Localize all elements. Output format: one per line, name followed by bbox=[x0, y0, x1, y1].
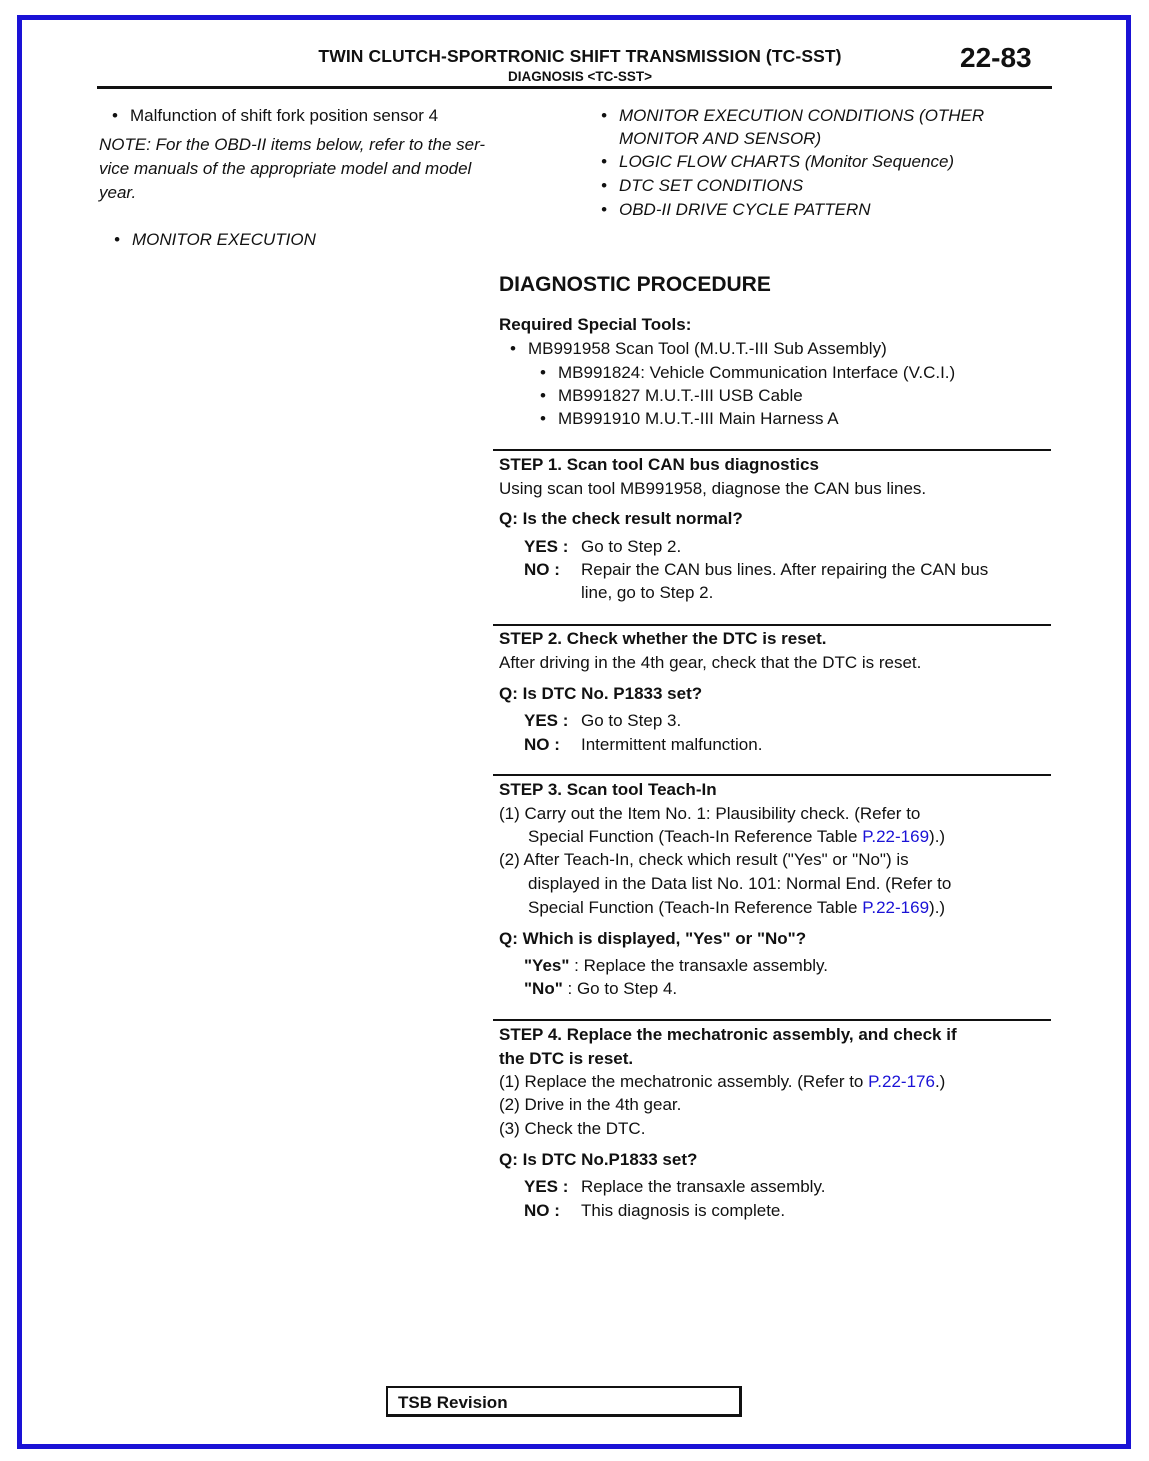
step4-yes-label: YES : bbox=[524, 1177, 569, 1196]
note-line-3: year. bbox=[99, 183, 137, 202]
step4-item2: (2) Drive in the 4th gear. bbox=[499, 1095, 682, 1114]
step1-yes-label: YES : bbox=[524, 537, 569, 556]
step4-item3: (3) Check the DTC. bbox=[499, 1119, 646, 1138]
step2-question: Q: Is DTC No. P1833 set? bbox=[499, 684, 703, 703]
step4-no-label: NO : bbox=[524, 1201, 560, 1220]
step4-no-text: This diagnosis is complete. bbox=[581, 1201, 786, 1220]
step1-body: Using scan tool MB991958, diagnose the CAN bus lines. bbox=[499, 479, 927, 498]
step3-title: STEP 3. Scan tool Teach-In bbox=[499, 780, 717, 799]
step1-question: Q: Is the check result normal? bbox=[499, 509, 743, 528]
tool-item: • MB991958 Scan Tool (M.U.T.-III Sub Assembly) bbox=[528, 337, 887, 360]
bullet-drive-cycle: • OBD-II DRIVE CYCLE PATTERN bbox=[619, 198, 871, 221]
tool-item: • MB991827 M.U.T.-III USB Cable bbox=[558, 384, 803, 407]
step4-item1: (1) Replace the mechatronic assembly. (Refer to P.22-176.) bbox=[499, 1072, 946, 1091]
ref-link-p22-176[interactable]: P.22-176 bbox=[868, 1072, 935, 1091]
bullet-monitor-conditions: • MONITOR EXECUTION CONDITIONS (OTHER bbox=[619, 104, 984, 127]
step2-no-text: Intermittent malfunction. bbox=[581, 735, 763, 754]
page-header-subtitle: DIAGNOSIS <TC-SST> bbox=[507, 69, 653, 84]
step3-item1-line2: Special Function (Teach-In Reference Table P.22-169).) bbox=[528, 827, 946, 846]
step3-item1-line1: (1) Carry out the Item No. 1: Plausibility check. (Refer to bbox=[499, 804, 921, 823]
note-line-1: NOTE: For the OBD-II items below, refer to the ser- bbox=[99, 135, 486, 154]
tsb-revision-box: TSB Revision bbox=[386, 1386, 742, 1417]
step2-title: STEP 2. Check whether the DTC is reset. bbox=[499, 629, 827, 648]
step2-yes-label: YES : bbox=[524, 711, 569, 730]
step3-item2-line3: Special Function (Teach-In Reference Table P.22-169).) bbox=[528, 898, 946, 917]
tools-label: Required Special Tools: bbox=[499, 315, 692, 334]
step1-no-text-2: line, go to Step 2. bbox=[581, 583, 714, 602]
step4-yes-text: Replace the transaxle assembly. bbox=[581, 1177, 826, 1196]
step3-item2-line1: (2) After Teach-In, check which result ("Yes" or "No") is bbox=[499, 850, 909, 869]
procedure-title: DIAGNOSTIC PROCEDURE bbox=[499, 273, 771, 296]
bullet-shift-fork: • Malfunction of shift fork position sensor 4 bbox=[130, 104, 438, 127]
step2-no-label: NO : bbox=[524, 735, 560, 754]
step2-rule bbox=[493, 624, 1051, 626]
ref-link-p22-169[interactable]: P.22-169 bbox=[862, 827, 930, 846]
note-line-2: vice manuals of the appropriate model and model bbox=[99, 159, 472, 178]
step1-rule bbox=[493, 449, 1051, 451]
bullet-monitor-execution: • MONITOR EXECUTION bbox=[132, 228, 316, 251]
tool-item: • MB991824: Vehicle Communication Interface (V.C.I.) bbox=[558, 361, 955, 384]
page-number: 22-83 bbox=[960, 42, 1032, 73]
ref-link-p22-169[interactable]: P.22-169 bbox=[862, 898, 930, 917]
step1-no-text-1: Repair the CAN bus lines. After repairing the CAN bus bbox=[581, 560, 989, 579]
bullet-logic-flow: • LOGIC FLOW CHARTS (Monitor Sequence) bbox=[619, 150, 954, 173]
step1-no-label: NO : bbox=[524, 560, 560, 579]
step3-yes-row: "Yes" : Replace the transaxle assembly. bbox=[524, 956, 829, 975]
step2-body: After driving in the 4th gear, check that the DTC is reset. bbox=[499, 653, 922, 672]
bullet-dtc-set: • DTC SET CONDITIONS bbox=[619, 174, 803, 197]
step2-yes-text: Go to Step 3. bbox=[581, 711, 682, 730]
step4-title-line2: the DTC is reset. bbox=[499, 1049, 634, 1068]
step3-question: Q: Which is displayed, "Yes" or "No"? bbox=[499, 929, 807, 948]
page-header-title: TWIN CLUTCH-SPORTRONIC SHIFT TRANSMISSION (TC-SST) bbox=[318, 46, 842, 66]
step1-title: STEP 1. Scan tool CAN bus diagnostics bbox=[499, 455, 819, 474]
header-rule bbox=[97, 86, 1052, 89]
tool-item: • MB991910 M.U.T.-III Main Harness A bbox=[558, 407, 839, 430]
step4-question: Q: Is DTC No.P1833 set? bbox=[499, 1150, 698, 1169]
step4-rule bbox=[493, 1019, 1051, 1021]
step4-title-line1: STEP 4. Replace the mechatronic assembly, and check if bbox=[499, 1025, 957, 1044]
monitor-conditions-cont: MONITOR AND SENSOR) bbox=[619, 129, 822, 148]
step3-item2-line2: displayed in the Data list No. 101: Normal End. (Refer to bbox=[528, 874, 952, 893]
step1-yes-text: Go to Step 2. bbox=[581, 537, 682, 556]
step3-rule bbox=[493, 774, 1051, 776]
step3-no-row: "No" : Go to Step 4. bbox=[524, 979, 678, 998]
